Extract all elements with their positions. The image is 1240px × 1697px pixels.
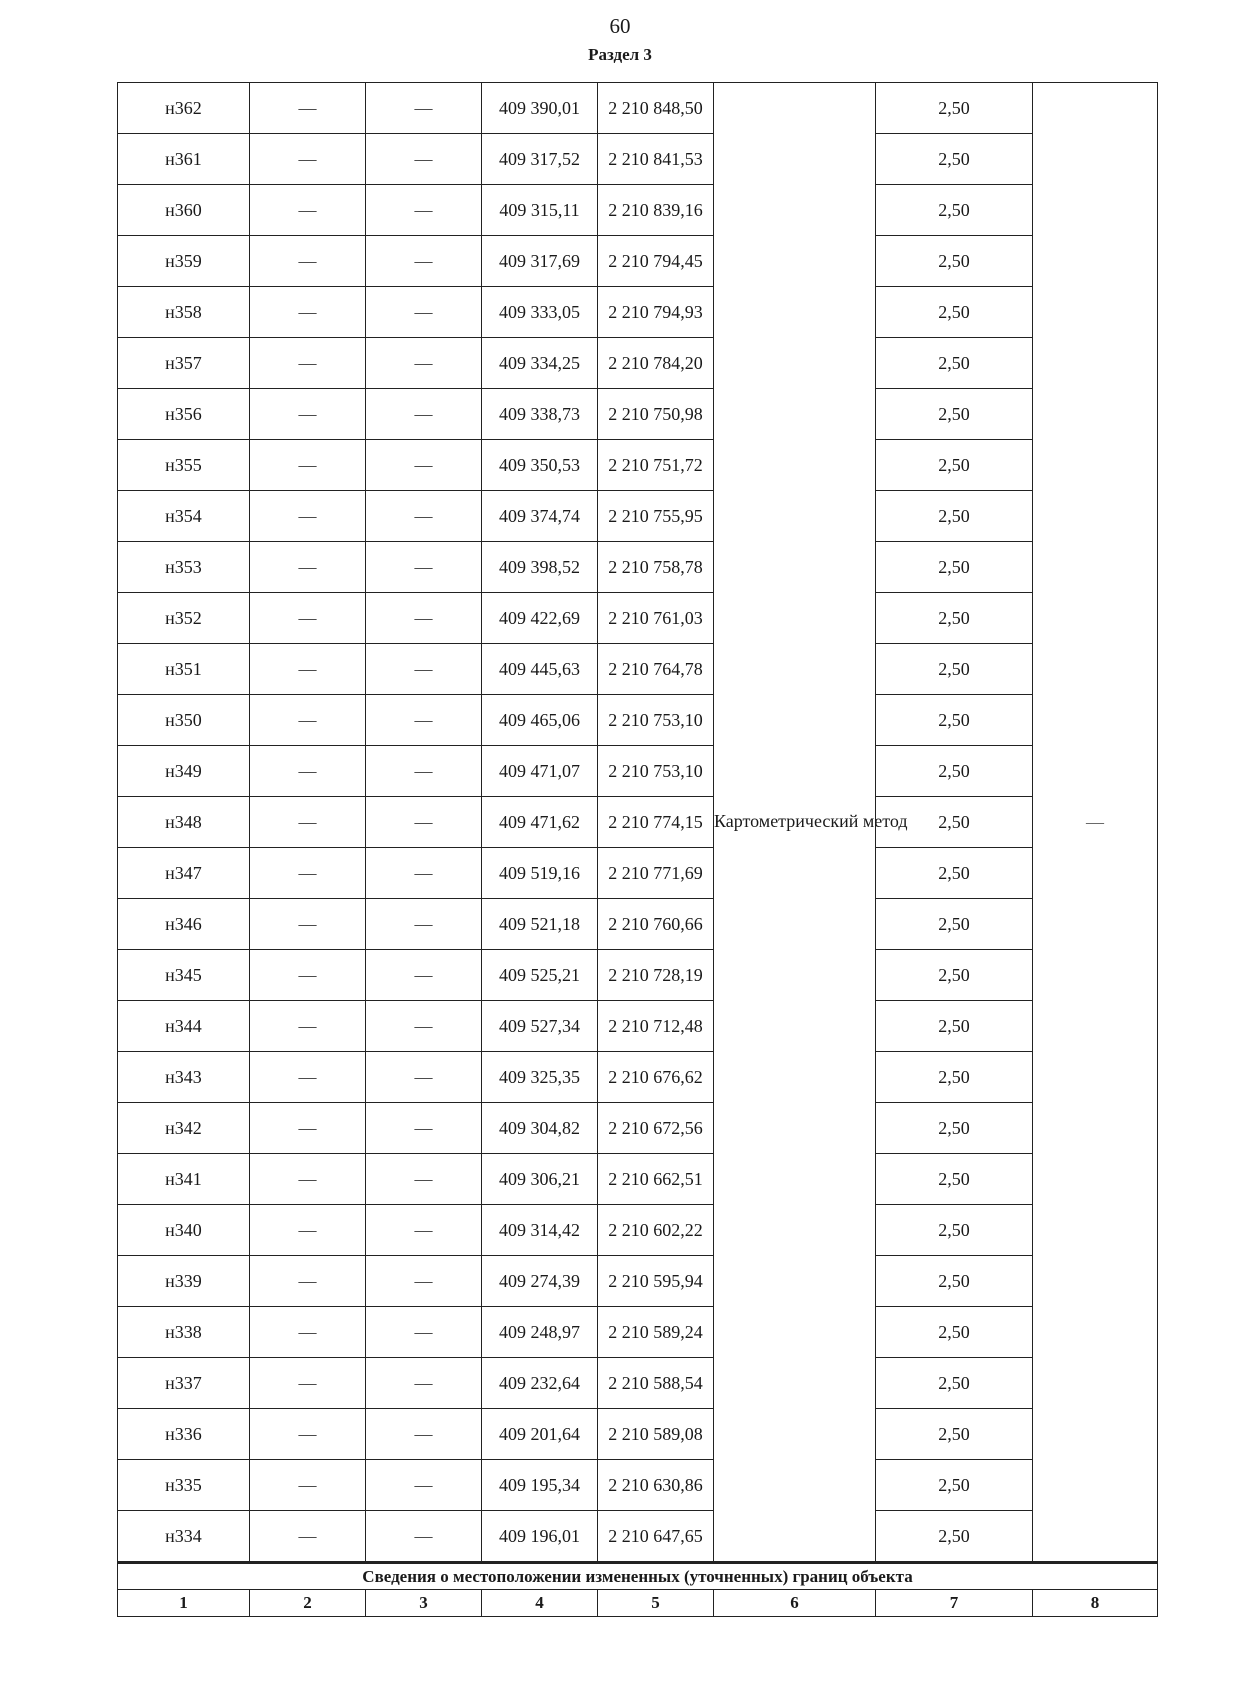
accuracy-cell: 2,50 bbox=[876, 1256, 1033, 1307]
old-y-cell: — bbox=[366, 1154, 482, 1205]
old-x-cell: — bbox=[250, 695, 366, 746]
old-y-cell: — bbox=[366, 746, 482, 797]
accuracy-cell: 2,50 bbox=[876, 389, 1033, 440]
accuracy-cell: 2,50 bbox=[876, 1409, 1033, 1460]
table-row bbox=[118, 236, 1158, 287]
y-coordinate-cell: 2 210 595,94 bbox=[598, 1256, 714, 1307]
accuracy-cell: 2,50 bbox=[876, 1052, 1033, 1103]
old-x-cell: — bbox=[250, 1409, 366, 1460]
y-coordinate-cell: 2 210 758,78 bbox=[598, 542, 714, 593]
y-coordinate-cell: 2 210 662,51 bbox=[598, 1154, 714, 1205]
point-id-cell: н350 bbox=[118, 695, 250, 746]
old-x-cell: — bbox=[250, 491, 366, 542]
table-row bbox=[118, 134, 1158, 185]
table-row bbox=[118, 593, 1158, 644]
point-id-cell: н334 bbox=[118, 1511, 250, 1563]
column-number-cell: 6 bbox=[714, 1590, 876, 1617]
point-id-cell: н358 bbox=[118, 287, 250, 338]
table-row bbox=[118, 644, 1158, 695]
old-y-cell: — bbox=[366, 1409, 482, 1460]
point-id-cell: н348 bbox=[118, 797, 250, 848]
y-coordinate-cell: 2 210 589,24 bbox=[598, 1307, 714, 1358]
y-coordinate-cell: 2 210 672,56 bbox=[598, 1103, 714, 1154]
section-title: Раздел 3 bbox=[588, 45, 652, 64]
old-y-cell: — bbox=[366, 1511, 482, 1563]
x-coordinate-cell: 409 306,21 bbox=[482, 1154, 598, 1205]
x-coordinate-cell: 409 333,05 bbox=[482, 287, 598, 338]
old-y-cell: — bbox=[366, 134, 482, 185]
old-y-cell: — bbox=[366, 797, 482, 848]
column-number-cell: 2 bbox=[250, 1590, 366, 1617]
table-row bbox=[118, 389, 1158, 440]
table-row bbox=[118, 950, 1158, 1001]
table-row bbox=[118, 185, 1158, 236]
point-id-cell: н360 bbox=[118, 185, 250, 236]
y-coordinate-cell: 2 210 588,54 bbox=[598, 1358, 714, 1409]
column-number-cell: 4 bbox=[482, 1590, 598, 1617]
accuracy-cell: 2,50 bbox=[876, 797, 1033, 848]
accuracy-cell: 2,50 bbox=[876, 134, 1033, 185]
old-y-cell: — bbox=[366, 695, 482, 746]
column-number-cell: 7 bbox=[876, 1590, 1033, 1617]
old-y-cell: — bbox=[366, 950, 482, 1001]
table-row bbox=[118, 83, 1158, 134]
old-x-cell: — bbox=[250, 746, 366, 797]
old-y-cell: — bbox=[366, 848, 482, 899]
accuracy-cell: 2,50 bbox=[876, 899, 1033, 950]
x-coordinate-cell: 409 248,97 bbox=[482, 1307, 598, 1358]
accuracy-cell: 2,50 bbox=[876, 542, 1033, 593]
table-caption: Сведения о местоположении измененных (уточненных) границ объекта bbox=[118, 1563, 1158, 1590]
old-x-cell: — bbox=[250, 389, 366, 440]
point-id-cell: н345 bbox=[118, 950, 250, 1001]
accuracy-cell: 2,50 bbox=[876, 1511, 1033, 1563]
accuracy-cell: 2,50 bbox=[876, 1460, 1033, 1511]
accuracy-cell: 2,50 bbox=[876, 338, 1033, 389]
column-number-cell: 3 bbox=[366, 1590, 482, 1617]
y-coordinate-cell: 2 210 774,15 bbox=[598, 797, 714, 848]
point-id-cell: н337 bbox=[118, 1358, 250, 1409]
old-x-cell: — bbox=[250, 1307, 366, 1358]
table-row bbox=[118, 440, 1158, 491]
table-body bbox=[118, 83, 1158, 1617]
old-y-cell: — bbox=[366, 185, 482, 236]
old-x-cell: — bbox=[250, 644, 366, 695]
x-coordinate-cell: 409 422,69 bbox=[482, 593, 598, 644]
table-row bbox=[118, 1307, 1158, 1358]
old-x-cell: — bbox=[250, 1256, 366, 1307]
x-coordinate-cell: 409 350,53 bbox=[482, 440, 598, 491]
page-number: 60 bbox=[609, 14, 631, 38]
old-x-cell: — bbox=[250, 1103, 366, 1154]
y-coordinate-cell: 2 210 755,95 bbox=[598, 491, 714, 542]
x-coordinate-cell: 409 390,01 bbox=[482, 83, 598, 134]
old-x-cell: — bbox=[250, 899, 366, 950]
table-caption-row bbox=[118, 1563, 1158, 1590]
table-row bbox=[118, 1511, 1158, 1563]
column-number-row bbox=[118, 1590, 1158, 1617]
old-x-cell: — bbox=[250, 1205, 366, 1256]
y-coordinate-cell: 2 210 761,03 bbox=[598, 593, 714, 644]
old-x-cell: — bbox=[250, 1154, 366, 1205]
old-y-cell: — bbox=[366, 644, 482, 695]
old-y-cell: — bbox=[366, 1358, 482, 1409]
point-id-cell: н338 bbox=[118, 1307, 250, 1358]
x-coordinate-cell: 409 325,35 bbox=[482, 1052, 598, 1103]
old-y-cell: — bbox=[366, 338, 482, 389]
x-coordinate-cell: 409 465,06 bbox=[482, 695, 598, 746]
y-coordinate-cell: 2 210 630,86 bbox=[598, 1460, 714, 1511]
point-id-cell: н343 bbox=[118, 1052, 250, 1103]
x-coordinate-cell: 409 196,01 bbox=[482, 1511, 598, 1563]
table-row bbox=[118, 848, 1158, 899]
old-x-cell: — bbox=[250, 542, 366, 593]
point-id-cell: н355 bbox=[118, 440, 250, 491]
accuracy-cell: 2,50 bbox=[876, 848, 1033, 899]
point-id-cell: н336 bbox=[118, 1409, 250, 1460]
accuracy-cell: 2,50 bbox=[876, 1001, 1033, 1052]
accuracy-description-cell: — bbox=[1033, 83, 1158, 1563]
y-coordinate-cell: 2 210 764,78 bbox=[598, 644, 714, 695]
old-x-cell: — bbox=[250, 440, 366, 491]
old-y-cell: — bbox=[366, 899, 482, 950]
point-id-cell: н351 bbox=[118, 644, 250, 695]
accuracy-cell: 2,50 bbox=[876, 746, 1033, 797]
y-coordinate-cell: 2 210 647,65 bbox=[598, 1511, 714, 1563]
x-coordinate-cell: 409 334,25 bbox=[482, 338, 598, 389]
point-id-cell: н335 bbox=[118, 1460, 250, 1511]
old-x-cell: — bbox=[250, 1358, 366, 1409]
old-y-cell: — bbox=[366, 593, 482, 644]
table-row bbox=[118, 287, 1158, 338]
old-x-cell: — bbox=[250, 236, 366, 287]
accuracy-cell: 2,50 bbox=[876, 1358, 1033, 1409]
y-coordinate-cell: 2 210 794,45 bbox=[598, 236, 714, 287]
old-x-cell: — bbox=[250, 1511, 366, 1563]
x-coordinate-cell: 409 525,21 bbox=[482, 950, 598, 1001]
point-id-cell: н356 bbox=[118, 389, 250, 440]
method-cell: Картометрический метод bbox=[714, 83, 876, 1563]
point-id-cell: н347 bbox=[118, 848, 250, 899]
point-id-cell: н357 bbox=[118, 338, 250, 389]
y-coordinate-cell: 2 210 753,10 bbox=[598, 746, 714, 797]
column-number-cell: 5 bbox=[598, 1590, 714, 1617]
old-y-cell: — bbox=[366, 287, 482, 338]
old-y-cell: — bbox=[366, 1001, 482, 1052]
old-x-cell: — bbox=[250, 83, 366, 134]
table-row bbox=[118, 1154, 1158, 1205]
old-x-cell: — bbox=[250, 950, 366, 1001]
x-coordinate-cell: 409 232,64 bbox=[482, 1358, 598, 1409]
y-coordinate-cell: 2 210 751,72 bbox=[598, 440, 714, 491]
x-coordinate-cell: 409 314,42 bbox=[482, 1205, 598, 1256]
x-coordinate-cell: 409 374,74 bbox=[482, 491, 598, 542]
accuracy-cell: 2,50 bbox=[876, 83, 1033, 134]
old-y-cell: — bbox=[366, 1205, 482, 1256]
point-id-cell: н361 bbox=[118, 134, 250, 185]
old-y-cell: — bbox=[366, 542, 482, 593]
old-y-cell: — bbox=[366, 1307, 482, 1358]
old-x-cell: — bbox=[250, 185, 366, 236]
point-id-cell: н341 bbox=[118, 1154, 250, 1205]
old-x-cell: — bbox=[250, 338, 366, 389]
accuracy-cell: 2,50 bbox=[876, 440, 1033, 491]
accuracy-cell: 2,50 bbox=[876, 1154, 1033, 1205]
x-coordinate-cell: 409 471,07 bbox=[482, 746, 598, 797]
x-coordinate-cell: 409 519,16 bbox=[482, 848, 598, 899]
y-coordinate-cell: 2 210 602,22 bbox=[598, 1205, 714, 1256]
x-coordinate-cell: 409 527,34 bbox=[482, 1001, 598, 1052]
old-x-cell: — bbox=[250, 287, 366, 338]
old-y-cell: — bbox=[366, 440, 482, 491]
point-id-cell: н339 bbox=[118, 1256, 250, 1307]
table-row bbox=[118, 1256, 1158, 1307]
old-x-cell: — bbox=[250, 134, 366, 185]
y-coordinate-cell: 2 210 839,16 bbox=[598, 185, 714, 236]
old-y-cell: — bbox=[366, 1256, 482, 1307]
point-id-cell: н342 bbox=[118, 1103, 250, 1154]
old-x-cell: — bbox=[250, 593, 366, 644]
table-row bbox=[118, 542, 1158, 593]
y-coordinate-cell: 2 210 712,48 bbox=[598, 1001, 714, 1052]
y-coordinate-cell: 2 210 841,53 bbox=[598, 134, 714, 185]
x-coordinate-cell: 409 201,64 bbox=[482, 1409, 598, 1460]
table-row bbox=[118, 1460, 1158, 1511]
table-row bbox=[118, 1052, 1158, 1103]
x-coordinate-cell: 409 317,69 bbox=[482, 236, 598, 287]
y-coordinate-cell: 2 210 848,50 bbox=[598, 83, 714, 134]
old-x-cell: — bbox=[250, 1052, 366, 1103]
point-id-cell: н362 bbox=[118, 83, 250, 134]
old-x-cell: — bbox=[250, 1460, 366, 1511]
y-coordinate-cell: 2 210 728,19 bbox=[598, 950, 714, 1001]
x-coordinate-cell: 409 398,52 bbox=[482, 542, 598, 593]
x-coordinate-cell: 409 521,18 bbox=[482, 899, 598, 950]
point-id-cell: н354 bbox=[118, 491, 250, 542]
y-coordinate-cell: 2 210 794,93 bbox=[598, 287, 714, 338]
accuracy-cell: 2,50 bbox=[876, 1307, 1033, 1358]
old-y-cell: — bbox=[366, 491, 482, 542]
y-coordinate-cell: 2 210 676,62 bbox=[598, 1052, 714, 1103]
accuracy-cell: 2,50 bbox=[876, 236, 1033, 287]
old-y-cell: — bbox=[366, 236, 482, 287]
old-y-cell: — bbox=[366, 1052, 482, 1103]
x-coordinate-cell: 409 274,39 bbox=[482, 1256, 598, 1307]
y-coordinate-cell: 2 210 760,66 bbox=[598, 899, 714, 950]
x-coordinate-cell: 409 195,34 bbox=[482, 1460, 598, 1511]
point-id-cell: н344 bbox=[118, 1001, 250, 1052]
table-row bbox=[118, 1358, 1158, 1409]
old-y-cell: — bbox=[366, 389, 482, 440]
old-x-cell: — bbox=[250, 848, 366, 899]
table-row bbox=[118, 899, 1158, 950]
coordinates-table bbox=[117, 82, 1158, 1617]
y-coordinate-cell: 2 210 750,98 bbox=[598, 389, 714, 440]
accuracy-cell: 2,50 bbox=[876, 950, 1033, 1001]
old-y-cell: — bbox=[366, 1460, 482, 1511]
x-coordinate-cell: 409 471,62 bbox=[482, 797, 598, 848]
table-row bbox=[118, 1103, 1158, 1154]
point-id-cell: н349 bbox=[118, 746, 250, 797]
x-coordinate-cell: 409 338,73 bbox=[482, 389, 598, 440]
point-id-cell: н352 bbox=[118, 593, 250, 644]
column-number-cell: 8 bbox=[1033, 1590, 1158, 1617]
old-x-cell: — bbox=[250, 1001, 366, 1052]
table-row bbox=[118, 695, 1158, 746]
accuracy-cell: 2,50 bbox=[876, 695, 1033, 746]
table-row bbox=[118, 1205, 1158, 1256]
y-coordinate-cell: 2 210 589,08 bbox=[598, 1409, 714, 1460]
accuracy-cell: 2,50 bbox=[876, 593, 1033, 644]
old-y-cell: — bbox=[366, 1103, 482, 1154]
table-row bbox=[118, 746, 1158, 797]
point-id-cell: н340 bbox=[118, 1205, 250, 1256]
old-y-cell: — bbox=[366, 83, 482, 134]
table-row bbox=[118, 338, 1158, 389]
y-coordinate-cell: 2 210 753,10 bbox=[598, 695, 714, 746]
y-coordinate-cell: 2 210 771,69 bbox=[598, 848, 714, 899]
old-x-cell: — bbox=[250, 797, 366, 848]
y-coordinate-cell: 2 210 784,20 bbox=[598, 338, 714, 389]
accuracy-cell: 2,50 bbox=[876, 491, 1033, 542]
point-id-cell: н346 bbox=[118, 899, 250, 950]
table-row bbox=[118, 1001, 1158, 1052]
point-id-cell: н359 bbox=[118, 236, 250, 287]
table-row bbox=[118, 797, 1158, 848]
x-coordinate-cell: 409 304,82 bbox=[482, 1103, 598, 1154]
x-coordinate-cell: 409 315,11 bbox=[482, 185, 598, 236]
accuracy-cell: 2,50 bbox=[876, 644, 1033, 695]
table-row bbox=[118, 491, 1158, 542]
table-row bbox=[118, 1409, 1158, 1460]
accuracy-cell: 2,50 bbox=[876, 185, 1033, 236]
accuracy-cell: 2,50 bbox=[876, 1205, 1033, 1256]
x-coordinate-cell: 409 317,52 bbox=[482, 134, 598, 185]
point-id-cell: н353 bbox=[118, 542, 250, 593]
column-number-cell: 1 bbox=[118, 1590, 250, 1617]
accuracy-cell: 2,50 bbox=[876, 1103, 1033, 1154]
x-coordinate-cell: 409 445,63 bbox=[482, 644, 598, 695]
accuracy-cell: 2,50 bbox=[876, 287, 1033, 338]
